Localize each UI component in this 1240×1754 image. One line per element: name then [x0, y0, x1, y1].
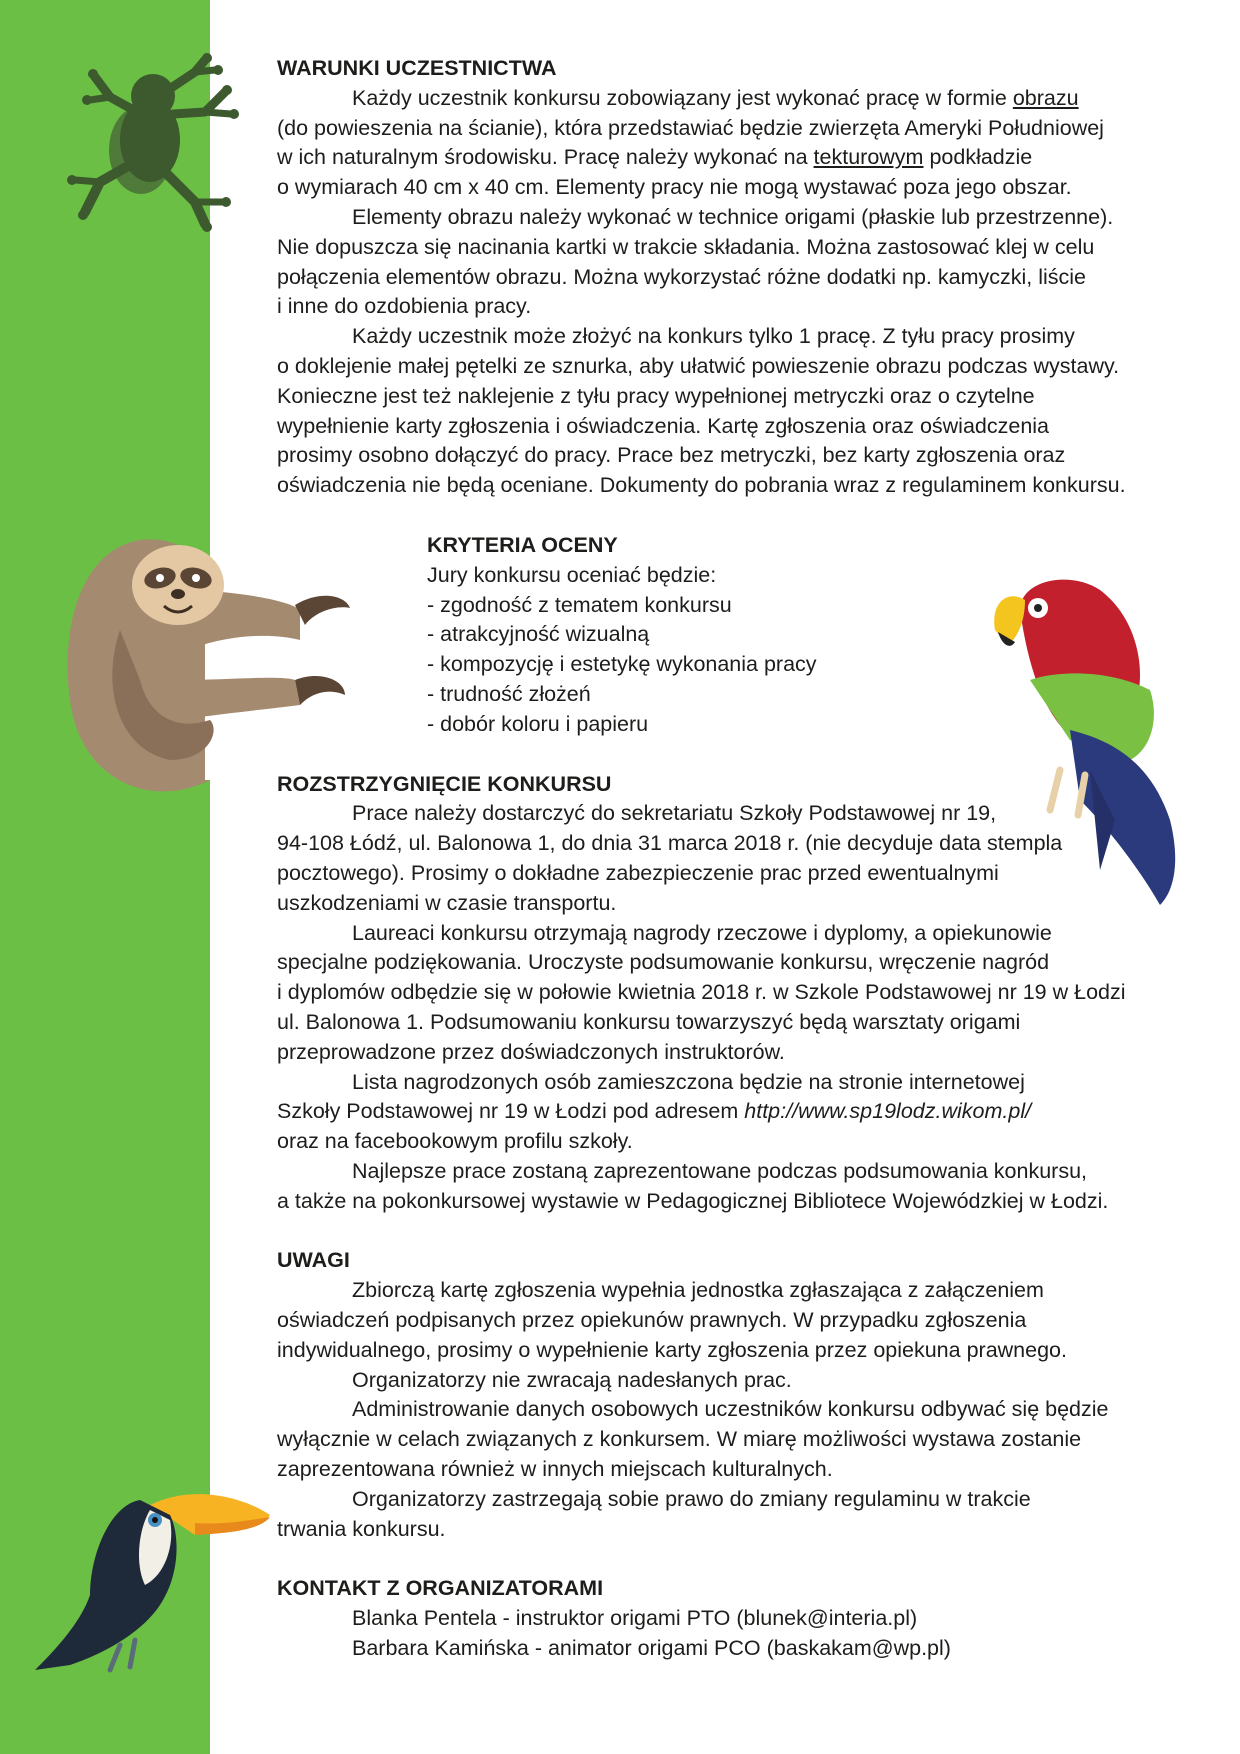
criteria-item: - kompozycję i estetykę wykonania pracy: [427, 652, 817, 677]
paragraph-line: oświadczeń podpisanych przez opiekunów prawnych. W przypadku zgłoszenia: [277, 1308, 1027, 1333]
paragraph-line: Lista nagrodzonych osób zamieszczona będzie na stronie internetowej: [352, 1069, 1025, 1094]
paragraph-line: Każdy uczestnik konkursu zobowiązany jest wykonać pracę w formie obrazu: [352, 85, 1079, 110]
criteria-item: - zgodność z tematem konkursu: [427, 592, 732, 617]
paragraph-line: o wymiarach 40 cm x 40 cm. Elementy pracy nie mogą wystawać poza jego obszar.: [277, 175, 1072, 200]
paragraph-line: Elementy obrazu należy wykonać w technice origami (płaskie lub przestrzenne).: [352, 204, 1114, 229]
paragraph-line: trwania konkursu.: [277, 1516, 446, 1541]
paragraph-line: indywidualnego, prosimy o wypełnienie karty zgłoszenia przez opiekuna prawnego.: [277, 1337, 1067, 1362]
underlined-word: tekturowym: [813, 145, 924, 170]
paragraph-line: Zbiorczą kartę zgłoszenia wypełnia jednostka zgłaszająca z załączeniem: [352, 1278, 1044, 1303]
paragraph-line: prosimy osobno dołączyć do pracy. Prace bez metryczki, bez karty zgłoszenia oraz: [277, 443, 1066, 468]
paragraph-line: Najlepsze prace zostaną zaprezentowane podczas podsumowania konkursu,: [352, 1158, 1088, 1183]
paragraph-line: Administrowanie danych osobowych uczestników konkursu odbywać się będzie: [352, 1397, 1109, 1422]
paragraph-line: Organizatorzy zastrzegają sobie prawo do zmiany regulaminu w trakcie: [352, 1486, 1031, 1511]
paragraph-line: Konieczne jest też naklejenie z tyłu pracy wypełnionej metryczki oraz o czytelne: [277, 383, 1035, 408]
paragraph-line: Nie dopuszcza się nacinania kartki w trakcie składania. Można zastosować klej w celu: [277, 234, 1095, 259]
heading-kontakt: KONTAKT Z ORGANIZATORAMI: [277, 1576, 604, 1601]
heading-warunki: WARUNKI UCZESTNICTWA: [277, 56, 557, 80]
paragraph-line: połączenia elementów obrazu. Można wykorzystać różne dodatki np. kamyczki, liście: [277, 264, 1087, 289]
paragraph-line: i inne do ozdobienia pracy.: [277, 294, 532, 319]
heading-rozstrzygniecie: ROZSTRZYGNIĘCIE KONKURSU: [277, 771, 612, 796]
underlined-word: obrazu: [1012, 85, 1079, 110]
criteria-intro: Jury konkursu oceniać będzie:: [427, 562, 717, 587]
paragraph-line: pocztowego). Prosimy o dokładne zabezpieczenie prac przed ewentualnymi: [277, 860, 999, 885]
toucan-icon: [30, 1475, 280, 1675]
document-body: [277, 54, 1217, 1664]
criteria-item: - trudność złożeń: [427, 681, 591, 706]
criteria-block: [427, 531, 1217, 740]
criteria-item: - atrakcyjność wizualną: [427, 622, 650, 647]
paragraph-line: specjalne podziękowania. Uroczyste podsumowanie konkursu, wręczenie nagród: [277, 950, 1050, 975]
paragraph-line: (do powieszenia na ścianie), która przedstawiać będzie zwierzęta Ameryki Południowej: [277, 115, 1104, 140]
heading-uwagi: UWAGI: [277, 1248, 350, 1273]
website-link[interactable]: http://www.sp19lodz.wikom.pl/: [744, 1099, 1032, 1124]
criteria-item: - dobór koloru i papieru: [427, 711, 649, 736]
paragraph-line: 94-108 Łódź, ul. Balonowa 1, do dnia 31 marca 2018 r. (nie decyduje data stempla: [277, 831, 1063, 856]
paragraph-line: wypełnienie karty zgłoszenia i oświadczenia. Kartę zgłoszenia oraz oświadczenia: [277, 413, 1050, 438]
paragraph-line: Szkoły Podstawowej nr 19 w Łodzi pod adresem http://www.sp19lodz.wikom.pl/: [277, 1099, 1032, 1124]
paragraph-line: oświadczenia nie będą oceniane. Dokumenty do pobrania wraz z regulaminem konkursu.: [277, 473, 1126, 498]
paragraph-line: zaprezentowana również w innych miejscach kulturalnych.: [277, 1457, 833, 1482]
paragraph-line: ul. Balonowa 1. Podsumowaniu konkursu towarzyszyć będą warsztaty origami: [277, 1009, 1021, 1034]
contact-line: Barbara Kamińska - animator origami PCO (baskakam@wp.pl): [352, 1636, 951, 1661]
paragraph-line: i dyplomów odbędzie się w połowie kwietnia 2018 r. w Szkole Podstawowej nr 19 w Łodzi: [277, 980, 1126, 1005]
heading-kryteria: KRYTERIA OCENY: [427, 532, 618, 557]
paragraph-line: Prace należy dostarczyć do sekretariatu Szkoły Podstawowej nr 19,: [352, 801, 997, 826]
paragraph-line: uszkodzeniami w czasie transportu.: [277, 890, 617, 915]
paragraph-line: Każdy uczestnik może złożyć na konkurs tylko 1 pracę. Z tyłu pracy prosimy: [352, 324, 1075, 349]
paragraph-line: przeprowadzone przez doświadczonych instruktorów.: [277, 1039, 785, 1064]
contact-line: Blanka Pentela - instruktor origami PTO (blunek@interia.pl): [352, 1606, 918, 1631]
paragraph-line: o doklejenie małej pętelki ze sznurka, aby ułatwić powieszenie obrazu podczas wystawy.: [277, 353, 1120, 378]
paragraph-line: wyłącznie w celach związanych z konkursem. W miarę możliwości wystawa zostanie: [277, 1427, 1082, 1452]
frog-icon: [55, 52, 245, 232]
paragraph-line: Laureaci konkursu otrzymają nagrody rzeczowe i dyplomy, a opiekunowie: [352, 920, 1052, 945]
paragraph-line: oraz na facebookowym profilu szkoły.: [277, 1129, 633, 1154]
paragraph-line: Organizatorzy nie zwracają nadesłanych prac.: [352, 1367, 792, 1392]
paragraph-line: a także na pokonkursowej wystawie w Pedagogicznej Bibliotece Wojewódzkiej w Łodzi.: [277, 1188, 1109, 1213]
paragraph-line: w ich naturalnym środowisku. Pracę należy wykonać na tekturowym podkładzie: [277, 145, 1033, 170]
